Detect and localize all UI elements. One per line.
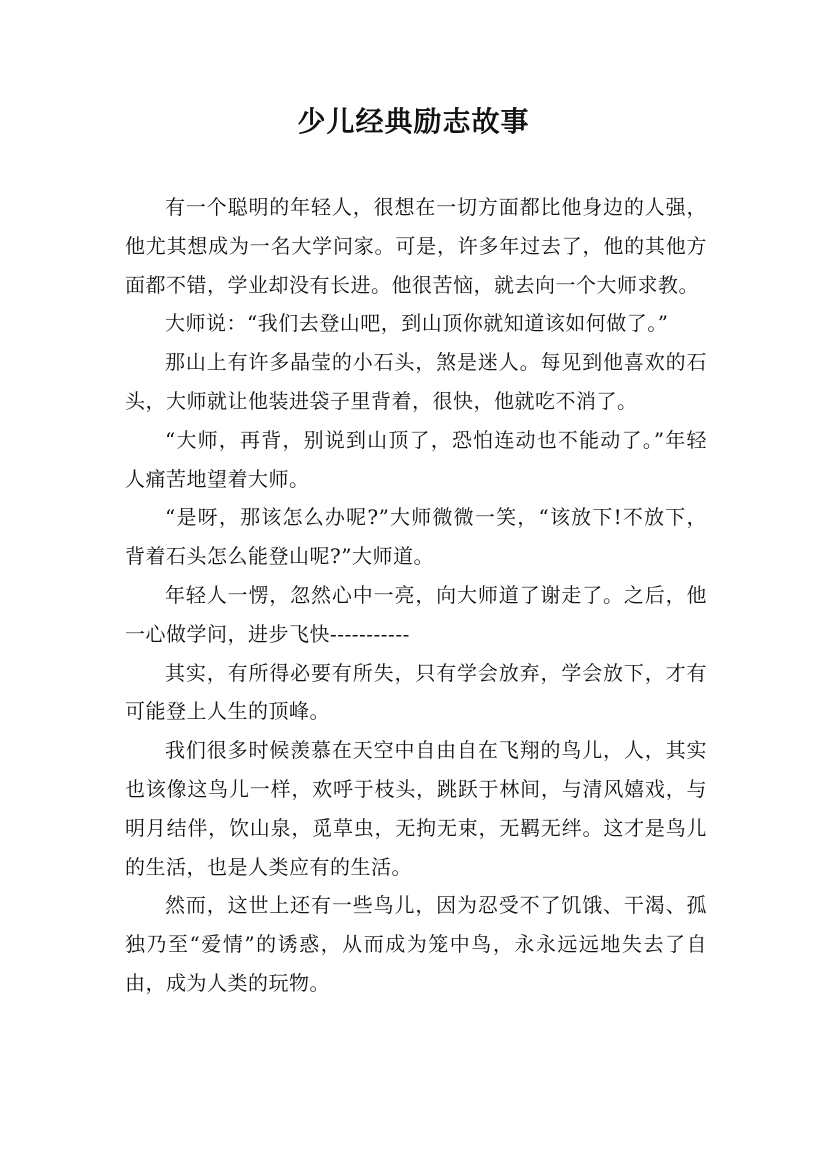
paragraph: “大师，再背，别说到山顶了，恐怕连动也不能动了。”年轻人痛苦地望着大师。 <box>125 427 707 491</box>
paragraph: “是呀，那该怎么办呢?”大师微微一笑，“该放下!不放下，背着石头怎么能登山呢?”大师道。 <box>125 505 707 569</box>
paragraph: 其实，有所得必要有所失，只有学会放弃，学会放下，才有可能登上人生的顶峰。 <box>125 660 707 724</box>
paragraph: 我们很多时候羡慕在天空中自由自在飞翔的鸟儿，人，其实也该像这鸟儿一样，欢呼于枝头，跳跃于林间，与清风嬉戏，与明月结伴，饮山泉，觅草虫，无拘无束，无羁无绊。这才是鸟儿的生活，也是人类应有的生活。 <box>125 738 707 879</box>
paragraph: 年轻人一愣，忽然心中一亮，向大师道了谢走了。之后，他一心做学问，进步飞快----------- <box>125 582 707 646</box>
document-body <box>125 188 707 1003</box>
paragraph: 然而，这世上还有一些鸟儿，因为忍受不了饥饿、干渴、孤独乃至“爱情”的诱惑，从而成为笼中鸟，永永远远地失去了自由，成为人类的玩物。 <box>125 893 707 995</box>
document-title: 少儿经典励志故事 <box>297 105 530 138</box>
paragraph: 有一个聪明的年轻人，很想在一切方面都比他身边的人强，他尤其想成为一名大学问家。可是，许多年过去了，他的其他方面都不错，学业却没有长进。他很苦恼，就去向一个大师求教。 <box>125 195 707 297</box>
paragraph: 大师说：“我们去登山吧，到山顶你就知道该如何做了。” <box>165 311 669 336</box>
paragraph: 那山上有许多晶莹的小石头，煞是迷人。每见到他喜欢的石头，大师就让他装进袋子里背着，很快，他就吃不消了。 <box>125 350 707 413</box>
